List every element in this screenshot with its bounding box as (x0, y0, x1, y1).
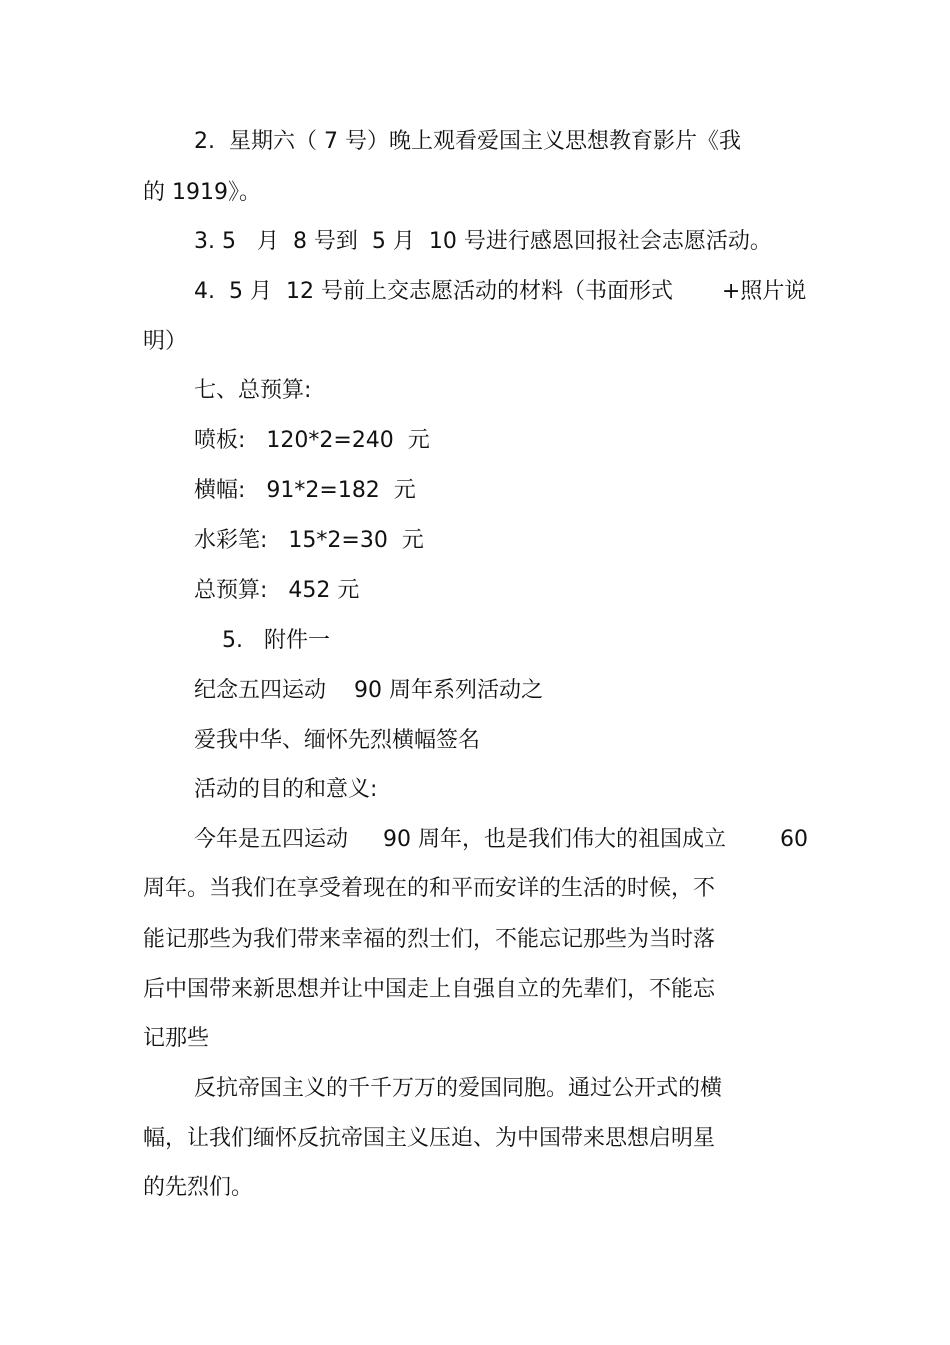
budget-item-watercolor-pens: 水彩笔: 15*2=30 元 (194, 528, 424, 553)
paragraph-2-line-2: 幅，让我们缅怀反抗帝国主义压迫、为中国带来思想启明星 (143, 1126, 716, 1151)
schedule-item-4-line-2: 明） (143, 329, 188, 354)
paragraph-2-line-3: 的先烈们。 (143, 1175, 254, 1200)
schedule-item-3: 3. 5 月 8 号到 5 月 10 号进行感恩回报社会志愿活动。 (194, 229, 772, 254)
paragraph-2-line-1: 反抗帝国主义的千千万万的爱国同胞。通过公开式的横 (194, 1076, 723, 1101)
budget-item-spray-board: 喷板: 120*2=240 元 (194, 428, 430, 453)
paragraph-1-line-2: 周年。当我们在享受着现在的和平而安详的生活的时候，不 (143, 876, 716, 901)
budget-total: 总预算: 452 元 (194, 578, 360, 603)
attachment-label: 5. 附件一 (222, 628, 330, 653)
attachment-title-line-2: 爱我中华、缅怀先烈横幅签名 (194, 728, 481, 753)
schedule-item-2-line-1: 2. 星期六（ 7 号）晚上观看爱国主义思想教育影片《我 (194, 129, 741, 154)
budget-heading: 七、总预算: (194, 378, 312, 403)
paragraph-1-line-4: 后中国带来新思想并让中国走上自强自立的先辈们，不能忘 (143, 977, 716, 1002)
paragraph-1-line-1: 今年是五四运动 90 周年，也是我们伟大的祖国成立 (194, 827, 726, 852)
paragraph-1-line-3: 能记那些为我们带来幸福的烈士们，不能忘记那些为当时落 (143, 927, 716, 952)
attachment-title-line-1: 纪念五四运动 90 周年系列活动之 (194, 678, 543, 703)
paragraph-1-line-1-tail: 60 (780, 827, 808, 852)
purpose-heading: 活动的目的和意义: (194, 777, 378, 802)
schedule-item-4-line-1: 4. 5 月 12 号前上交志愿活动的材料（书面形式 +照片说 (194, 279, 807, 304)
budget-item-banner: 横幅: 91*2=182 元 (194, 478, 416, 503)
schedule-item-2-line-2: 的 1919》。 (143, 180, 261, 205)
paragraph-1-line-5: 记那些 (143, 1026, 210, 1051)
